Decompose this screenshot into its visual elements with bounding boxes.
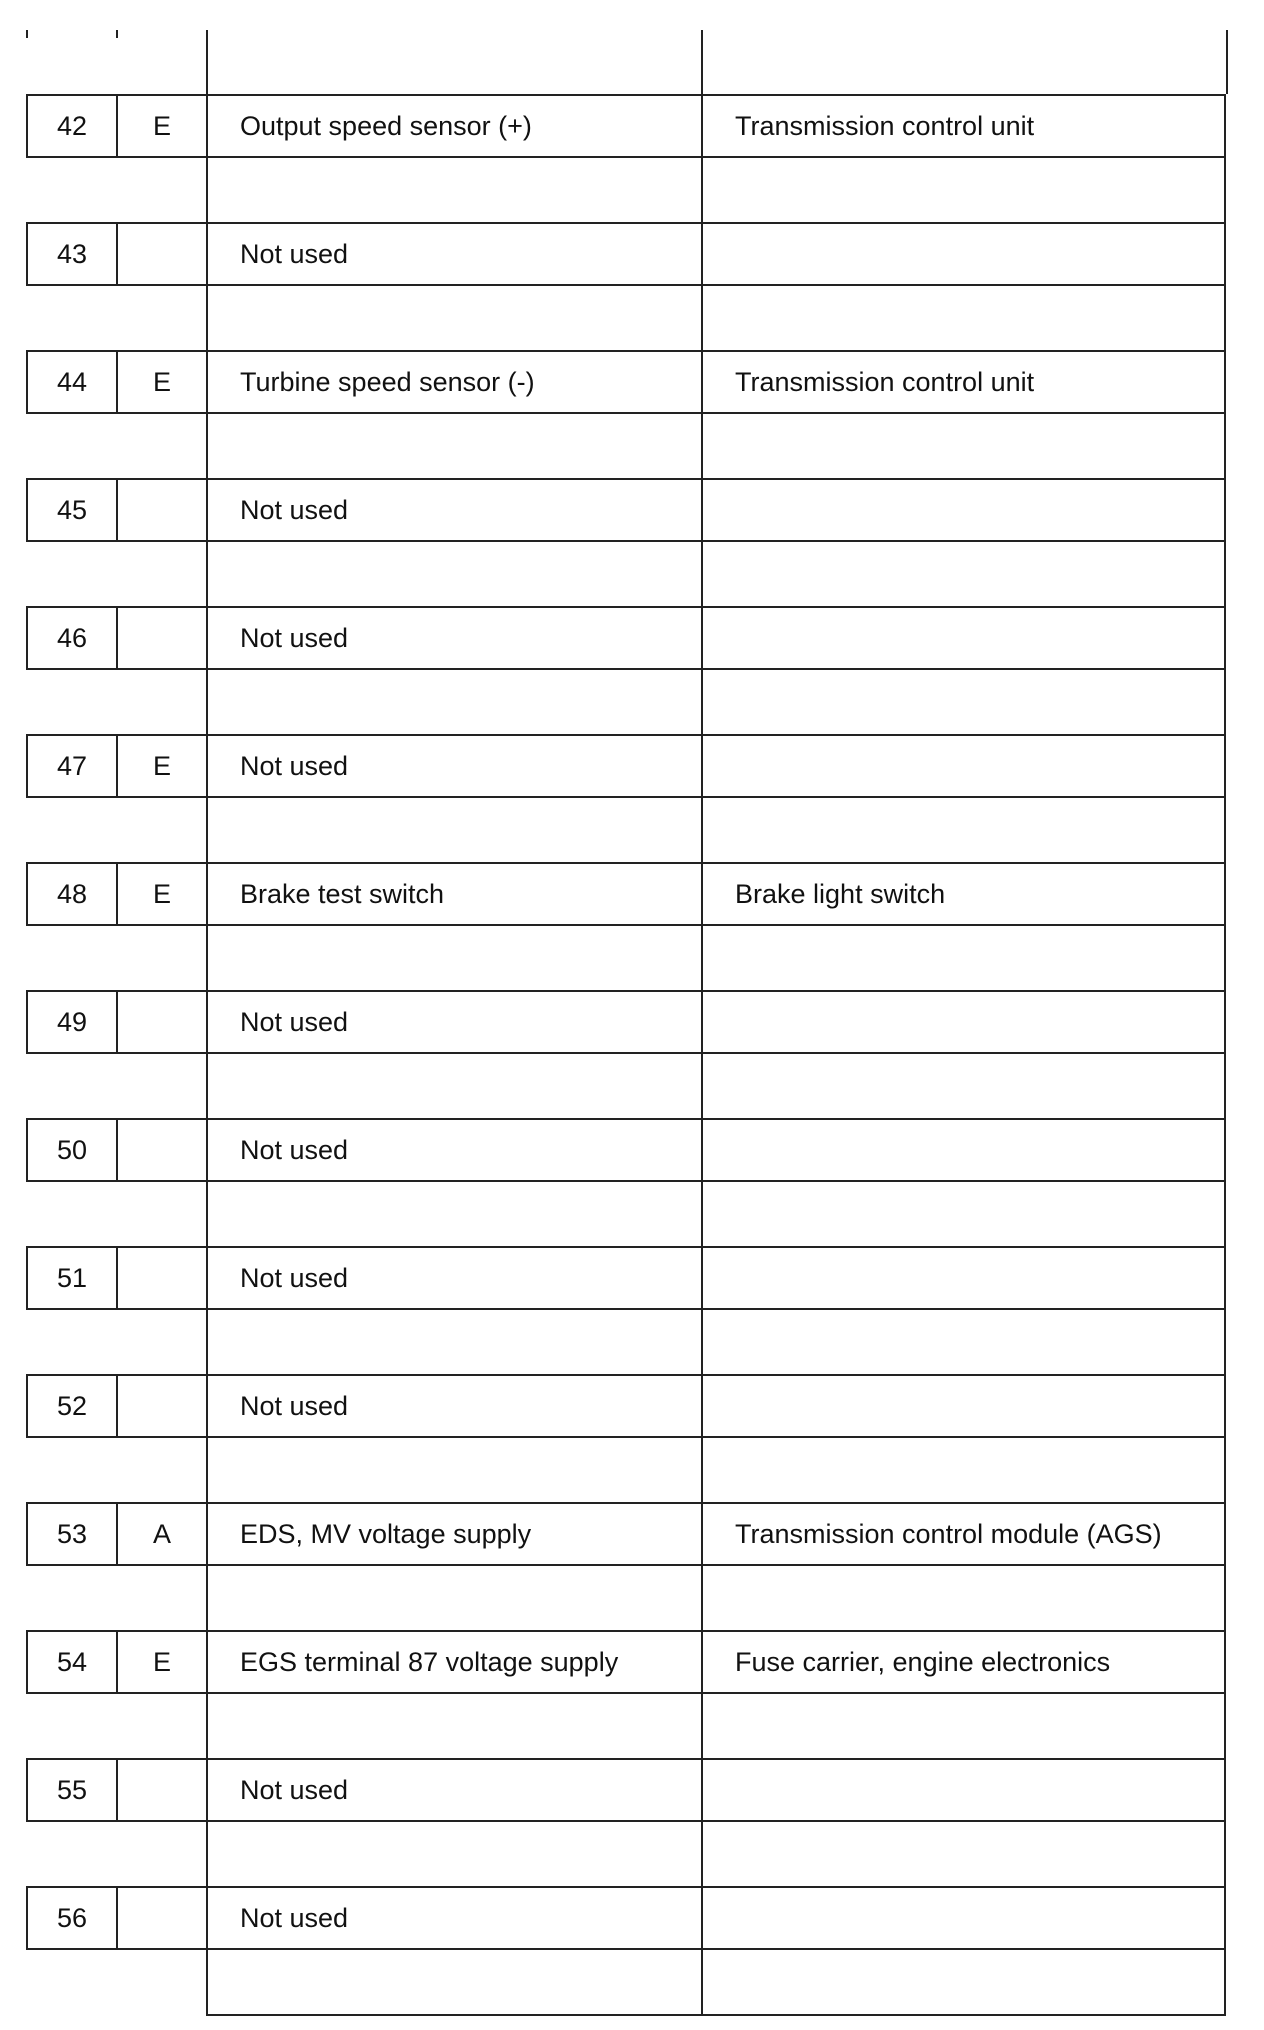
type-cell [116, 1758, 206, 1822]
spacer-row [26, 158, 1226, 222]
spacer-cell [206, 542, 701, 606]
table-row [26, 1502, 1226, 1566]
connection-cell [701, 1374, 1226, 1438]
type-cell [116, 222, 206, 286]
table-row [26, 1246, 1226, 1310]
spacer-cell [206, 926, 701, 990]
pin-cell: 50 [26, 1118, 116, 1182]
spacer-row [26, 1438, 1226, 1502]
spacer-cell [206, 1054, 701, 1118]
connection-cell [701, 606, 1226, 670]
spacer-cell [26, 1438, 116, 1502]
spacer-cell [26, 926, 116, 990]
description-cell: Not used [206, 1758, 701, 1822]
connection-cell: Transmission control module (AGS) [701, 1502, 1226, 1566]
spacer-cell [701, 286, 1226, 350]
top-tick [1226, 30, 1228, 94]
connection-cell: Fuse carrier, engine electronics [701, 1630, 1226, 1694]
table-row [26, 1118, 1226, 1182]
table-row [26, 1886, 1226, 1950]
type-cell: E [116, 862, 206, 926]
spacer-row [26, 1822, 1226, 1886]
spacer-row [26, 670, 1226, 734]
type-cell: E [116, 350, 206, 414]
spacer-cell [701, 1182, 1226, 1246]
pin-cell: 49 [26, 990, 116, 1054]
description-cell: Not used [206, 478, 701, 542]
pin-cell: 52 [26, 1374, 116, 1438]
description-cell: Not used [206, 1246, 701, 1310]
spacer-row [26, 1566, 1226, 1630]
pin-cell: 47 [26, 734, 116, 798]
type-cell [116, 606, 206, 670]
spacer-cell [26, 542, 116, 606]
connection-cell [701, 222, 1226, 286]
spacer-cell [206, 1310, 701, 1374]
spacer-cell [116, 1950, 206, 2014]
type-cell [116, 1886, 206, 1950]
table-row [26, 1374, 1226, 1438]
spacer-cell [701, 926, 1226, 990]
description-cell: EDS, MV voltage supply [206, 1502, 701, 1566]
description-cell: Not used [206, 606, 701, 670]
pin-cell: 53 [26, 1502, 116, 1566]
spacer-cell [701, 414, 1226, 478]
spacer-cell [116, 1310, 206, 1374]
spacer-cell [701, 542, 1226, 606]
description-cell: Output speed sensor (+) [206, 94, 701, 158]
pin-cell: 46 [26, 606, 116, 670]
spacer-cell [206, 158, 701, 222]
spacer-cell [206, 414, 701, 478]
type-cell: E [116, 734, 206, 798]
table-row [26, 1630, 1226, 1694]
spacer-cell [26, 1566, 116, 1630]
description-cell: Not used [206, 734, 701, 798]
spacer-row [26, 1054, 1226, 1118]
description-cell: Turbine speed sensor (-) [206, 350, 701, 414]
spacer-cell [116, 158, 206, 222]
spacer-row [26, 1310, 1226, 1374]
spacer-cell [26, 798, 116, 862]
spacer-cell [206, 1822, 701, 1886]
connection-cell [701, 1758, 1226, 1822]
spacer-row [26, 926, 1226, 990]
spacer-cell [701, 1822, 1226, 1886]
spacer-cell [116, 414, 206, 478]
description-cell: Brake test switch [206, 862, 701, 926]
connection-cell [701, 478, 1226, 542]
spacer-cell [116, 1182, 206, 1246]
connection-cell [701, 734, 1226, 798]
spacer-cell [26, 286, 116, 350]
pin-cell: 54 [26, 1630, 116, 1694]
spacer-cell [701, 1054, 1226, 1118]
spacer-row [26, 1950, 1226, 2014]
pin-table [26, 30, 1226, 2010]
table-bottom-border [206, 2014, 1226, 2016]
spacer-cell [701, 1566, 1226, 1630]
spacer-cell [701, 798, 1226, 862]
type-cell [116, 1246, 206, 1310]
spacer-cell [116, 670, 206, 734]
pin-cell: 45 [26, 478, 116, 542]
type-cell: E [116, 94, 206, 158]
pin-cell: 48 [26, 862, 116, 926]
spacer-cell [206, 1950, 701, 2014]
description-cell: Not used [206, 990, 701, 1054]
spacer-cell [206, 798, 701, 862]
table-row [26, 222, 1226, 286]
spacer-row [26, 542, 1226, 606]
spacer-row [26, 1694, 1226, 1758]
pin-cell: 51 [26, 1246, 116, 1310]
connection-cell [701, 1118, 1226, 1182]
table-row [26, 94, 1226, 158]
spacer-cell [206, 1694, 701, 1758]
pin-cell: 56 [26, 1886, 116, 1950]
spacer-cell [116, 542, 206, 606]
spacer-cell [26, 158, 116, 222]
spacer-cell [26, 1950, 116, 2014]
spacer-cell [206, 286, 701, 350]
pin-cell: 55 [26, 1758, 116, 1822]
description-cell: Not used [206, 1886, 701, 1950]
top-tick [206, 30, 208, 94]
description-cell: Not used [206, 222, 701, 286]
spacer-row [26, 286, 1226, 350]
type-cell [116, 990, 206, 1054]
description-cell: Not used [206, 1118, 701, 1182]
type-cell [116, 478, 206, 542]
spacer-cell [116, 1694, 206, 1758]
spacer-cell [116, 1566, 206, 1630]
top-tick [26, 30, 28, 38]
connection-cell: Transmission control unit [701, 350, 1226, 414]
spacer-cell [26, 1694, 116, 1758]
spacer-cell [701, 1310, 1226, 1374]
table-row [26, 350, 1226, 414]
spacer-cell [206, 1566, 701, 1630]
connection-cell [701, 1886, 1226, 1950]
pin-cell: 42 [26, 94, 116, 158]
type-cell: A [116, 1502, 206, 1566]
spacer-cell [26, 1310, 116, 1374]
spacer-cell [701, 1950, 1226, 2014]
type-cell [116, 1374, 206, 1438]
table-row [26, 862, 1226, 926]
table-row [26, 606, 1226, 670]
connection-cell [701, 990, 1226, 1054]
spacer-cell [116, 1822, 206, 1886]
spacer-cell [206, 1438, 701, 1502]
spacer-cell [701, 1438, 1226, 1502]
spacer-cell [116, 1438, 206, 1502]
spacer-cell [116, 286, 206, 350]
table-row [26, 734, 1226, 798]
spacer-cell [206, 670, 701, 734]
spacer-row [26, 798, 1226, 862]
spacer-cell [206, 1182, 701, 1246]
table-row [26, 1758, 1226, 1822]
pin-cell: 44 [26, 350, 116, 414]
type-cell [116, 1118, 206, 1182]
pin-cell: 43 [26, 222, 116, 286]
spacer-cell [26, 1182, 116, 1246]
spacer-cell [26, 1822, 116, 1886]
description-cell: EGS terminal 87 voltage supply [206, 1630, 701, 1694]
spacer-cell [701, 1694, 1226, 1758]
spacer-cell [701, 670, 1226, 734]
spacer-cell [116, 1054, 206, 1118]
type-cell: E [116, 1630, 206, 1694]
spacer-cell [116, 926, 206, 990]
connection-cell: Transmission control unit [701, 94, 1226, 158]
spacer-cell [26, 1054, 116, 1118]
top-tick [116, 30, 118, 38]
description-cell: Not used [206, 1374, 701, 1438]
spacer-row [26, 414, 1226, 478]
table-row [26, 478, 1226, 542]
spacer-row [26, 1182, 1226, 1246]
spacer-cell [701, 158, 1226, 222]
spacer-cell [26, 414, 116, 478]
spacer-cell [26, 670, 116, 734]
table-row [26, 990, 1226, 1054]
connection-cell [701, 1246, 1226, 1310]
top-tick [701, 30, 703, 94]
spacer-cell [116, 798, 206, 862]
connection-cell: Brake light switch [701, 862, 1226, 926]
